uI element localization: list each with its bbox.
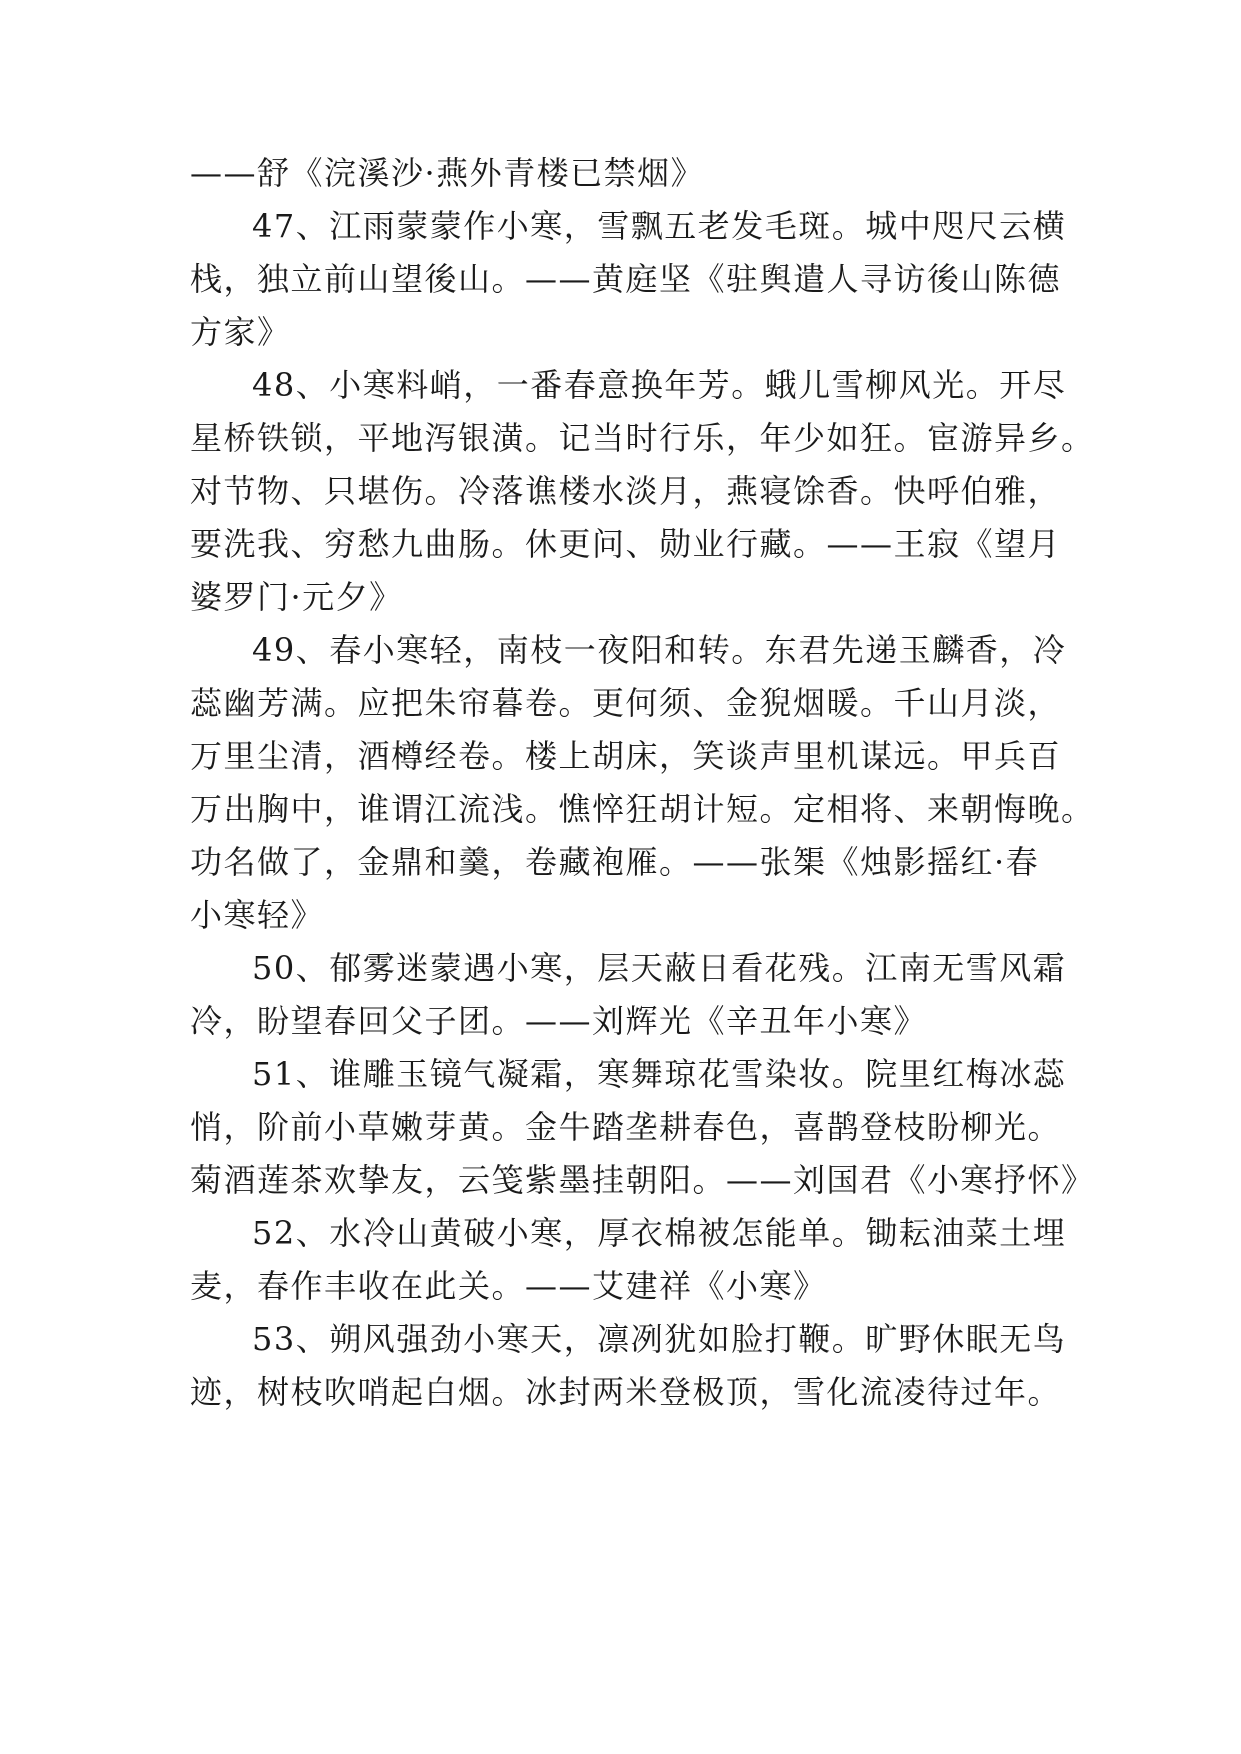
poem-48-line: 48、小寒料峭，一番春意换年芳。蛾儿雪柳风光。开尽 bbox=[252, 366, 1067, 404]
poem-47-line: 栈，独立前山望後山。——黄庭坚《驻舆遣人寻访後山陈德 bbox=[190, 260, 1062, 298]
poem-48-line: 星桥铁锁，平地泻银潢。记当时行乐，年少如狂。宦游异乡。 bbox=[190, 419, 1095, 457]
poem-48-line: 婆罗门·元夕》 bbox=[190, 578, 403, 616]
poem-47-line: 47、江雨蒙蒙作小寒，雪飘五老发毛斑。城中咫尺云横 bbox=[252, 207, 1067, 245]
poem-53-line: 迹，树枝吹哨起白烟。冰封两米登极顶，雪化流凌待过年。 bbox=[190, 1373, 1062, 1411]
poem-50-line: 50、郁雾迷蒙遇小寒，层天蔽日看花残。江南无雪风霜 bbox=[252, 949, 1067, 987]
poem-53-line: 53、朔风强劲小寒天，凛冽犹如脸打鞭。旷野休眠无鸟 bbox=[252, 1320, 1067, 1358]
poem-48-line: 对节物、只堪伤。冷落谯楼水淡月，燕寝馀香。快呼伯雅， bbox=[190, 472, 1062, 510]
poem-50-line: 冷，盼望春回父子团。——刘辉光《辛丑年小寒》 bbox=[190, 1002, 928, 1040]
poem-49-line: 万里尘清，酒樽经卷。楼上胡床，笑谈声里机谋远。甲兵百 bbox=[190, 737, 1062, 775]
poem-51-line: 51、谁雕玉镜气凝霜，寒舞琼花雪染妆。院里红梅冰蕊 bbox=[252, 1055, 1067, 1093]
poem-49-line: 万出胸中，谁谓江流浅。憔悴狂胡计短。定相将、来朝悔晚。 bbox=[190, 790, 1095, 828]
poem-48-line: 要洗我、穷愁九曲肠。休更问、勋业行藏。——王寂《望月 bbox=[190, 525, 1062, 563]
poem-49-line: 小寒轻》 bbox=[190, 896, 325, 934]
poem-49-line: 49、春小寒轻，南枝一夜阳和转。东君先递玉麟香，冷 bbox=[252, 631, 1067, 669]
poem-49-line: 功名做了，金鼎和羹，卷藏袍雁。——张榘《烛影摇红·春 bbox=[190, 843, 1040, 881]
poem-52-line: 麦，春作丰收在此关。——艾建祥《小寒》 bbox=[190, 1267, 827, 1305]
poem-52-line: 52、水冷山黄破小寒，厚衣棉被怎能单。锄耘油菜土埋 bbox=[252, 1214, 1067, 1252]
poem-51-line: 菊酒莲茶欢挚友，云笺紫墨挂朝阳。——刘国君《小寒抒怀》 bbox=[190, 1161, 1095, 1199]
poem-51-line: 悄，阶前小草嫩芽黄。金牛踏垄耕春色，喜鹊登枝盼柳光。 bbox=[190, 1108, 1062, 1146]
text-line: ——舒《浣溪沙·燕外青楼已禁烟》 bbox=[190, 154, 705, 192]
poem-47-line: 方家》 bbox=[190, 313, 291, 351]
poem-49-line: 蕊幽芳满。应把朱帘暮卷。更何须、金猊烟暖。千山月淡， bbox=[190, 684, 1062, 722]
